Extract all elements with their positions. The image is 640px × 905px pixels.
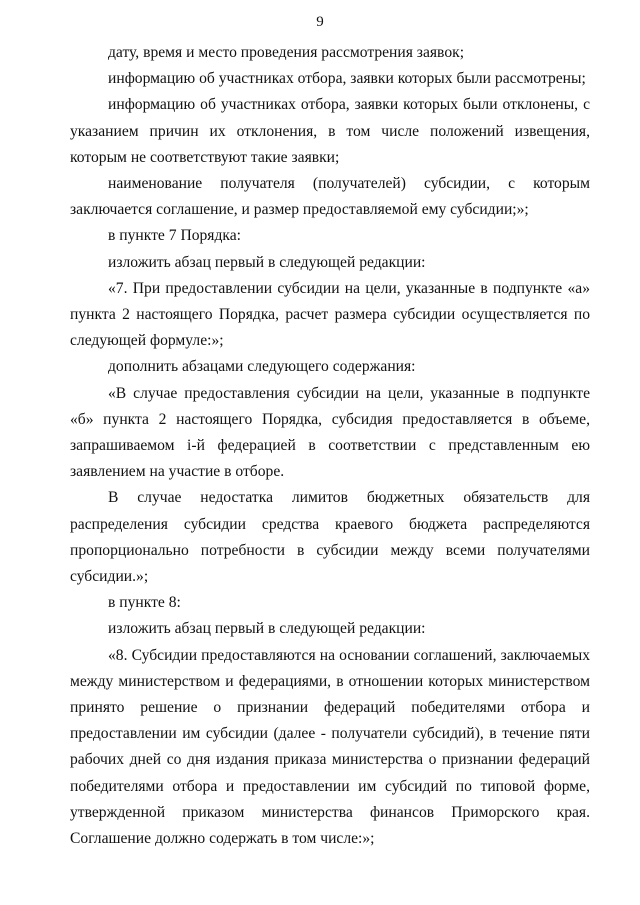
paragraph-13: «8. Субсидии предоставляются на основании соглашений, заключаемых между министерством и федерациями, в отношении которых министерством принято решение о признании федераций победителями отбора и предоставлении им субсидии (далее - получатели субсидий), в течение пяти рабочих дней со дня издания приказа министерства о признании федераций победителями отбора и предоставлении им субсидий по типовой форме, утвержденной приказом министерства финансов Приморского края. Соглашение должно содержать в том числе:»; [70, 646, 590, 848]
paragraph-5: в пункте 7 Порядка: [108, 227, 242, 245]
paragraph-4: наименование получателя (получателей) субсидии, с которым заключается соглашение, и размер предоставляемой ему субсидии;»; [70, 175, 590, 219]
paragraph-10: В случае недостатка лимитов бюджетных обязательств для распределения субсидии средства краевого бюджета распределяются пропорционально потребности в субсидии между всеми получателями субсидии.»; [70, 489, 590, 586]
paragraph-9: «В случае предоставления субсидии на цели, указанные в подпункте «б» пункта 2 настоящего Порядка, субсидия предоставляется в объеме, запрашиваемом i-й федерацией в соответствии с представленным ею заявлением на участие в отборе. [70, 384, 590, 481]
paragraph-3: информацию об участниках отбора, заявки которых были отклонены, с указанием причин их отклонения, в том числе положений извещения, которым не соответствуют такие заявки; [70, 96, 590, 166]
paragraph-12: изложить абзац первый в следующей редакции: [108, 620, 426, 638]
page-number: 9 [316, 14, 324, 30]
paragraph-1: дату, время и место проведения рассмотрения заявок; [108, 44, 465, 61]
paragraph-8: дополнить абзацами следующего содержания: [108, 358, 416, 376]
paragraph-7: «7. При предоставлении субсидии на цели, указанные в подпункте «а» пункта 2 настоящего Порядка, расчет размера субсидии осуществляется по следующей формуле:»; [70, 279, 590, 350]
paragraph-11: в пункте 8: [108, 594, 181, 612]
paragraph-6: изложить абзац первый в следующей редакции: [108, 253, 426, 271]
paragraph-2: информацию об участниках отбора, заявки которых были рассмотрены; [108, 70, 586, 88]
document-body [70, 40, 590, 852]
